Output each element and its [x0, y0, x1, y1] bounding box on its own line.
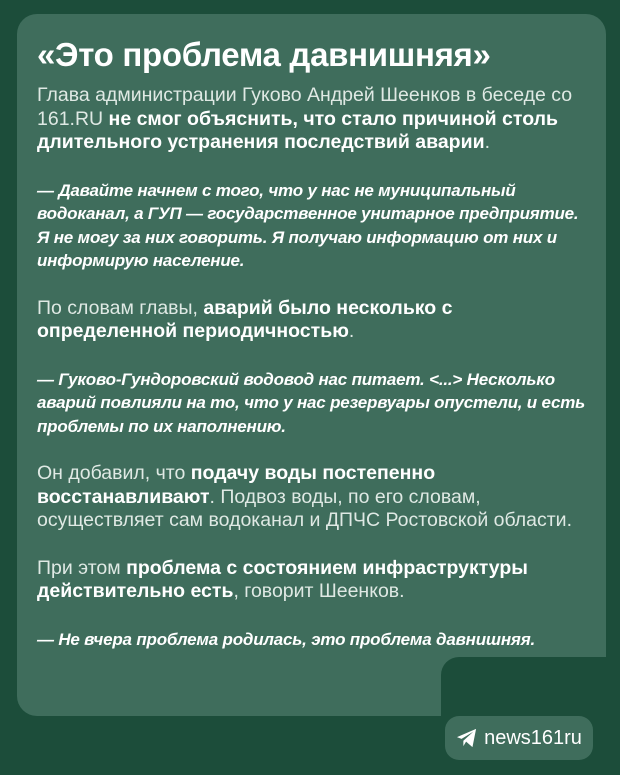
paragraph-4: [37, 557, 586, 604]
channel-name: news161ru: [484, 726, 582, 749]
quote-3: — Не вчера проблема родилась, это проблема давнишняя.: [37, 629, 536, 649]
paragraph-2: [37, 297, 586, 344]
paragraph-3-highlight: подачу воды постепенно восстанавливают: [37, 462, 436, 508]
quote-2: — Гуково-Гундоровский водовод нас питает. <...> Несколько аварий повлияли на то, что у нас резервуары опустели, и есть проблемы по их наполнению.: [37, 369, 586, 436]
paragraph-3-text: Он добавил, что: [37, 462, 191, 484]
paragraph-2-highlight: аварий было несколько с определенной периодичностью: [37, 296, 453, 342]
article-title: «Это проблема давнишняя»: [37, 36, 491, 73]
paragraph-1: [37, 84, 586, 155]
channel-badge[interactable]: [445, 716, 593, 760]
article-card: [17, 14, 606, 716]
paragraph-4-end: , говорит Шеенков.: [233, 580, 405, 602]
telegram-icon: [456, 728, 478, 748]
paragraph-4-text: При этом: [37, 556, 127, 579]
quote-1: — Давайте начнем с того, что у нас не муниципальный водоканал, а ГУП — государственное унитарное предприятие. Я не могу за них говорить. Я получаю информацию от них и информирую население.: [37, 180, 579, 270]
paragraph-2-text: По словам главы,: [37, 296, 204, 319]
paragraph-3: [37, 462, 586, 533]
paragraph-1-text: Глава администрации Гуково Андрей Шеенков в беседе со 161.RU: [37, 84, 573, 130]
paragraph-1-highlight: не смог объяснить, что стало причиной столь длительного устранения последствий аварии: [37, 107, 558, 153]
card-notch: [441, 657, 606, 717]
paragraph-1-end: .: [484, 131, 490, 153]
paragraph-3-end: . Подвоз воды, по его словам, осуществляет сам водоканал и ДПЧС Ростовской области.: [37, 485, 572, 531]
paragraph-4-highlight: проблема с состоянием инфраструктуры действительно есть: [37, 556, 528, 602]
paragraph-2-end: .: [348, 320, 355, 342]
